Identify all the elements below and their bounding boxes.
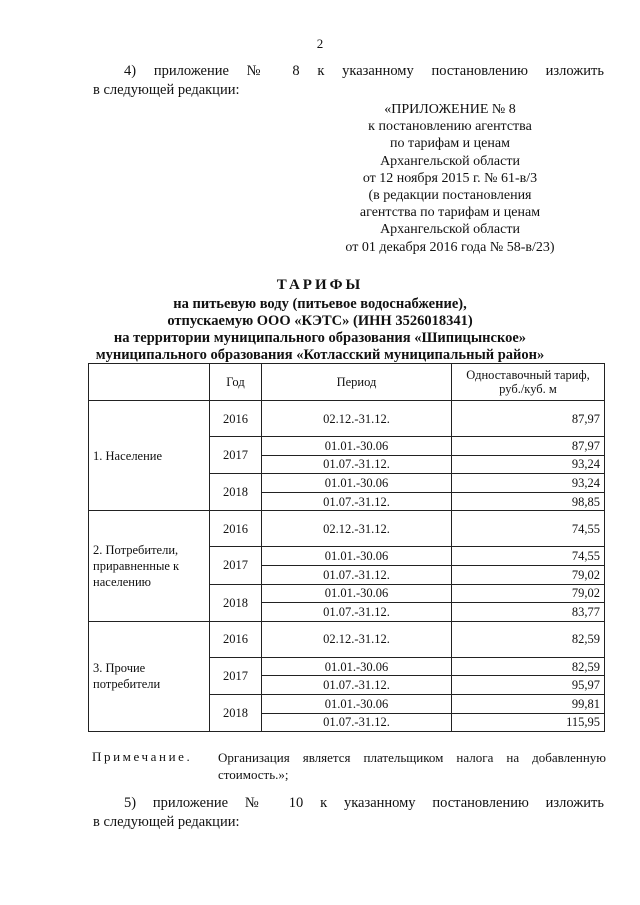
tariff-table (88, 363, 605, 732)
tariff-cell: 115,95 (452, 713, 605, 732)
table-body (89, 401, 605, 732)
header-tariff (452, 364, 605, 401)
year-cell: 2017 (210, 657, 262, 694)
group-label-line: 3. Прочие (93, 661, 146, 676)
tariff-cell: 99,81 (452, 694, 605, 713)
year-cell: 2018 (210, 694, 262, 731)
document-title: ТАРИФЫ (276, 277, 364, 293)
year-cell: 2016 (210, 511, 262, 547)
table-header-row (89, 364, 605, 401)
appendix-line: Архангельской области (380, 153, 520, 169)
tariff-cell: 79,02 (452, 565, 605, 584)
para4-line2: в следующей редакции: (93, 82, 240, 98)
period-cell: 01.07.-31.12. (262, 455, 452, 474)
period-cell: 01.01.-30.06 (262, 437, 452, 456)
tariff-cell: 74,55 (452, 547, 605, 566)
year-cell: 2017 (210, 437, 262, 474)
note-text (218, 749, 606, 783)
tariff-cell: 79,02 (452, 584, 605, 603)
period-cell: 01.01.-30.06 (262, 474, 452, 493)
title-line: на питьевую воду (питьевое водоснабжение), (173, 296, 467, 312)
para5-line2: в следующей редакции: (93, 814, 240, 830)
year-cell: 2018 (210, 584, 262, 621)
table-row (89, 621, 605, 657)
group-label (89, 401, 210, 511)
group-label-line: 1. Население (93, 448, 163, 463)
year-cell: 2017 (210, 547, 262, 584)
period-cell: 02.12.-31.12. (262, 621, 452, 657)
period-cell: 01.07.-31.12. (262, 565, 452, 584)
appendix-line: от 12 ноября 2015 г. № 61-в/3 (362, 170, 538, 186)
note-line1: Организация является плательщиком налога на добавленную (218, 750, 606, 765)
period-cell: 02.12.-31.12. (262, 401, 452, 437)
group-label (89, 511, 210, 621)
page-number: 2 (316, 36, 324, 51)
appendix-line: Архангельской области (380, 222, 520, 238)
para5-line1: 5) приложение № 10 к указанному постановлению изложить (124, 795, 604, 811)
title-line: отпускаемую ООО «КЭТС» (ИНН 3526018341) (167, 313, 473, 329)
group-label-line: 2. Потребители, (93, 543, 179, 558)
appendix-line: «ПРИЛОЖЕНИЕ № 8 (384, 102, 516, 117)
tariff-cell: 93,24 (452, 474, 605, 493)
group-label-line: населению (93, 575, 151, 590)
header-tariff-line: Одноставочный тариф, (466, 368, 590, 382)
title-line: муниципального образования «Котласский муниципальный район» (95, 347, 545, 363)
appendix-line: агентства по тарифам и ценам (359, 205, 541, 221)
note-label: Примечание. (92, 749, 193, 764)
title-line: на территории муниципального образования «Шипицынское» (113, 330, 527, 346)
appendix-line: к постановлению агентства (368, 119, 532, 135)
appendix-line: по тарифам и ценам (390, 136, 510, 152)
table-row (89, 401, 605, 437)
tariff-cell: 87,97 (452, 437, 605, 456)
tariff-cell: 82,59 (452, 657, 605, 676)
year-cell: 2016 (210, 621, 262, 657)
header-group (89, 364, 210, 401)
group-label-line: потребители (93, 677, 161, 692)
period-cell: 01.01.-30.06 (262, 657, 452, 676)
appendix-line: от 01 декабря 2016 года № 58-в/23) (345, 239, 555, 255)
header-tariff-line: руб./куб. м (499, 382, 557, 396)
tariff-cell: 95,97 (452, 676, 605, 695)
header-year: Год (210, 364, 262, 401)
tariff-cell: 82,59 (452, 621, 605, 657)
period-cell: 01.07.-31.12. (262, 676, 452, 695)
tariff-cell: 87,97 (452, 401, 605, 437)
appendix-header (300, 101, 600, 256)
tariff-cell: 74,55 (452, 511, 605, 547)
year-cell: 2016 (210, 401, 262, 437)
header-period: Период (262, 364, 452, 401)
table-row (89, 511, 605, 547)
appendix-line: (в редакции постановления (368, 188, 532, 204)
tariff-cell: 83,77 (452, 603, 605, 622)
note-line2: стоимость.»; (218, 767, 289, 782)
tariff-cell: 98,85 (452, 492, 605, 511)
period-cell: 01.01.-30.06 (262, 547, 452, 566)
period-cell: 01.01.-30.06 (262, 694, 452, 713)
period-cell: 01.07.-31.12. (262, 713, 452, 732)
tariff-cell: 93,24 (452, 455, 605, 474)
year-cell: 2018 (210, 474, 262, 511)
period-cell: 01.01.-30.06 (262, 584, 452, 603)
para4-line1: 4) приложение № 8 к указанному постановлению изложить (124, 63, 604, 79)
period-cell: 01.07.-31.12. (262, 492, 452, 511)
period-cell: 02.12.-31.12. (262, 511, 452, 547)
group-label (89, 621, 210, 731)
group-label-line: приравненные к (93, 559, 180, 574)
period-cell: 01.07.-31.12. (262, 603, 452, 622)
